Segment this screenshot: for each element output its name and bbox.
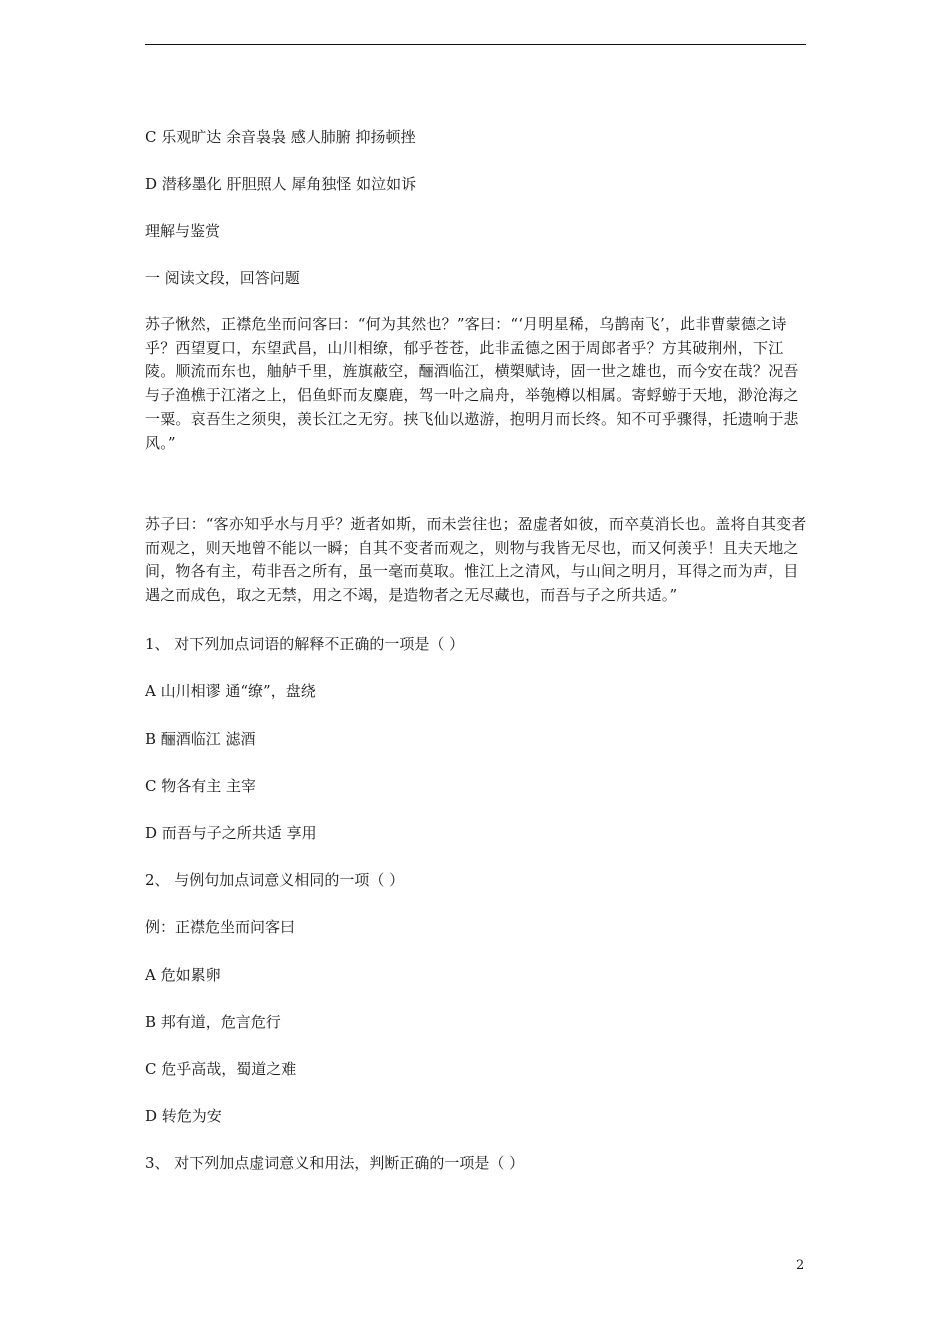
question-2-option-a: A 危如累卵 (145, 966, 221, 984)
reading-instruction: 一 阅读文段，回答问题 (145, 269, 300, 287)
passage-paragraph-1: 苏子愀然，正襟危坐而问客曰：“何为其然也？”客曰：“‘月明星稀，乌鹊南飞’，此非曹蒙德之诗乎？西望夏口，东望武昌，山川相缭，郁乎苍苍，此非孟德之困于周郎者乎？方其破荆州，下江陵。顺流而东也，舳舻千里，旌旗蔽空，酾酒临江，横槊赋诗，固一世之雄也，而今安在哉？况吾与子渔樵于江渚之上，侣鱼虾而友麋鹿，驾一叶之扁舟，举匏樽以相属。寄蜉蝣于天地，渺沧海之一粟。哀吾生之须臾，羡长江之无穷。挟飞仙以遨游，抱明月而长终。知不可乎骤得，托遗响于悲风。” (145, 315, 799, 452)
question-1-option-d: D 而吾与子之所共适 享用 (145, 824, 317, 842)
header-rule (145, 44, 806, 45)
question-2-option-b: B 邦有道，危言危行 (145, 1013, 281, 1031)
question-2-option-d: D 转危为安 (145, 1107, 222, 1125)
option-d-line: D 潜移墨化 肝胆照人 犀角独怪 如泣如诉 (145, 175, 417, 193)
question-3: 3、 对下列加点虚词意义和用法，判断正确的一项是（ ） (145, 1154, 525, 1172)
question-1: 1、 对下列加点词语的解释不正确的一项是（ ） (145, 635, 465, 653)
question-1-option-c: C 物各有主 主宰 (145, 777, 257, 795)
passage-paragraph-2: 苏子曰：“客亦知乎水与月乎？逝者如斯，而未尝往也；盈虚者如彼，而卒莫消长也。盖将自其变者而观之，则天地曾不能以一瞬；自其不变者而观之，则物与我皆无尽也，而又何羡乎！且夫天地之间，物各有主，苟非吾之所有，虽一毫而莫取。惟江上之清风，与山间之明月，耳得之而为声，目遇之而成色，取之无禁，用之不竭，是造物者之无尽藏也，而吾与子之所共适。” (145, 515, 807, 605)
page-number: 2 (796, 1258, 805, 1273)
option-c-line: C 乐观旷达 余音袅袅 感人肺腑 抑扬顿挫 (145, 128, 416, 146)
question-1-option-a: A 山川相谬 通“缭”，盘绕 (145, 682, 316, 700)
question-2: 2、 与例句加点词意义相同的一项（ ） (145, 871, 405, 889)
question-1-option-b: B 酾酒临江 滤酒 (145, 730, 256, 748)
question-2-option-c: C 危乎高哉，蜀道之难 (145, 1060, 297, 1078)
section-heading: 理解与鉴赏 (145, 222, 221, 240)
question-2-example: 例：正襟危坐而问客曰 (145, 918, 296, 936)
